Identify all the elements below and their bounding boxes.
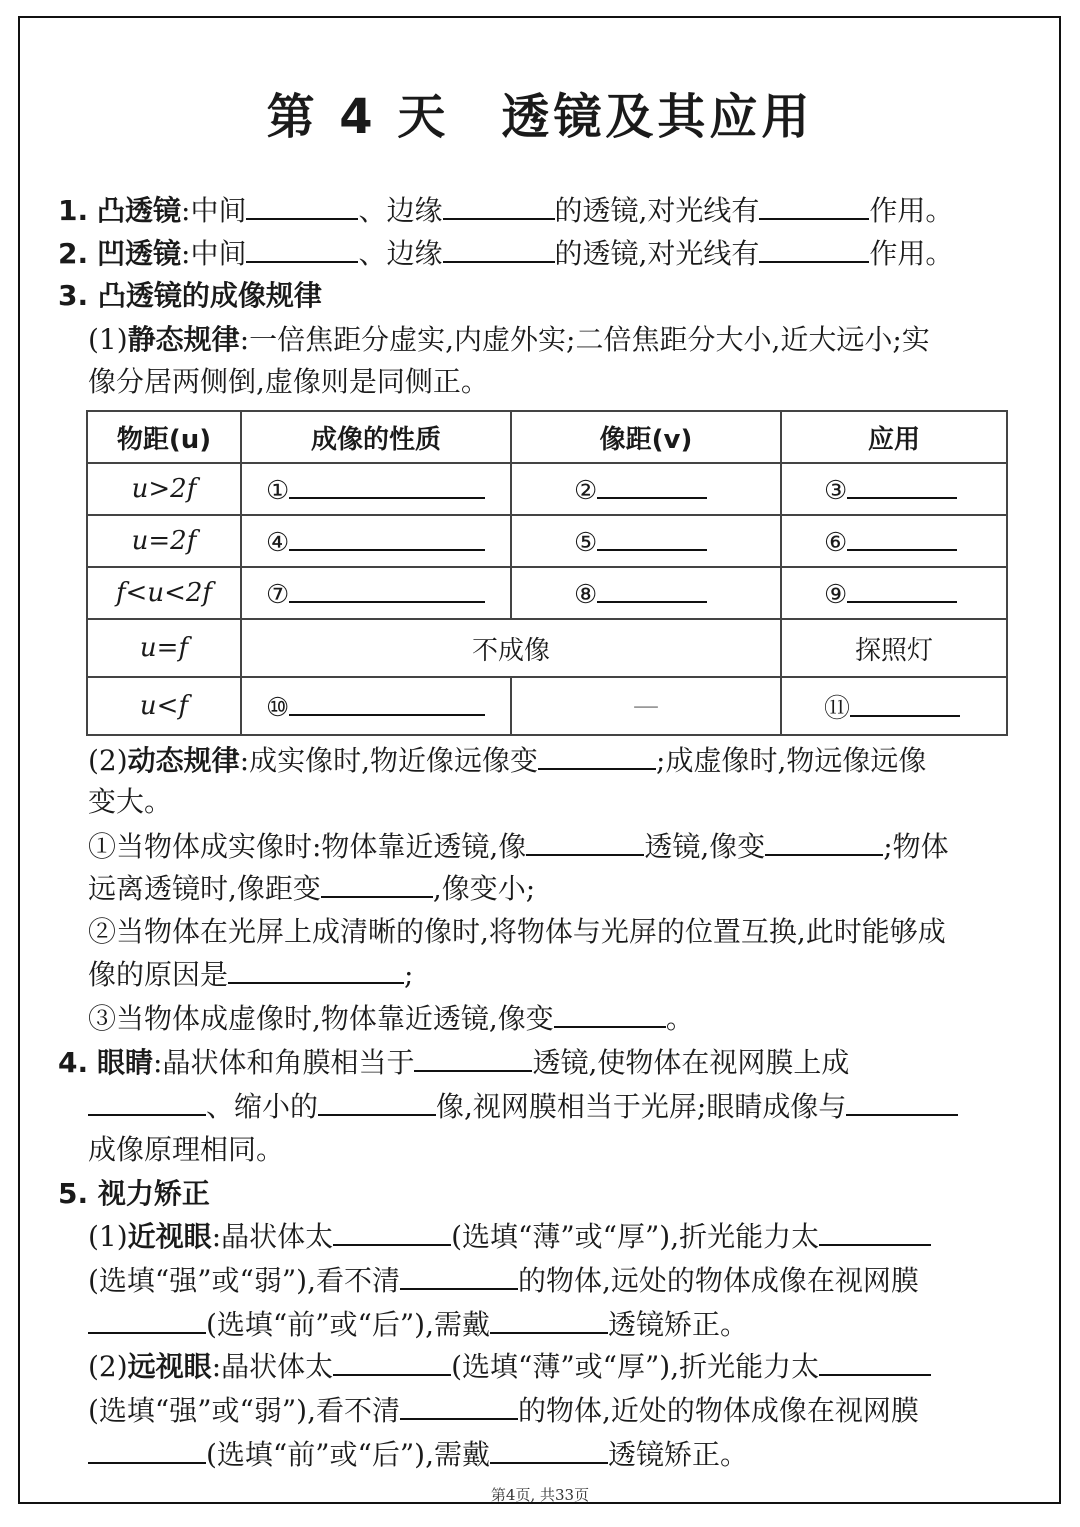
- q3-heading: 3. 凸透镜的成像规律: [58, 279, 322, 312]
- q4-num: 4.: [58, 1046, 89, 1079]
- answer-blank[interactable]: [289, 473, 485, 499]
- q4-line2: [88, 1086, 958, 1127]
- title-day: 第 4 天: [266, 89, 450, 145]
- answer-blank[interactable]: [246, 233, 358, 263]
- q5-far-text: 的物体,近处的物体成像在视网膜: [518, 1394, 919, 1427]
- q3-static-prefix: (1): [88, 323, 128, 356]
- q5-near-text: :晶状体太: [211, 1220, 334, 1253]
- answer-blank[interactable]: [414, 1042, 532, 1072]
- q5-near-label: 近视眼: [127, 1220, 212, 1253]
- table-cond: u<f: [87, 677, 241, 735]
- table-row: [87, 567, 1007, 619]
- table-app-cell: 探照灯: [781, 619, 1007, 677]
- q5-near-text: (选填“薄”或“厚”),折光能力太: [451, 1220, 820, 1253]
- q3-dyn-prefix: (2): [88, 744, 128, 777]
- page-title: [0, 78, 1080, 147]
- answer-blank[interactable]: [819, 1216, 931, 1246]
- circled-num: ②: [574, 475, 598, 506]
- answer-blank[interactable]: [443, 190, 555, 220]
- q2-text: 、边缘: [358, 237, 443, 270]
- answer-blank[interactable]: [88, 1434, 206, 1464]
- q5-far-label: 远视眼: [127, 1350, 212, 1383]
- q2-line: [58, 233, 953, 274]
- table-cell: [781, 677, 1007, 735]
- table-dash-cell: —: [511, 677, 781, 735]
- answer-blank[interactable]: [597, 473, 707, 499]
- table-header: 像距(v): [511, 411, 781, 463]
- table-row: [87, 677, 1007, 735]
- answer-blank[interactable]: [847, 525, 957, 551]
- q3-p1-text: 透镜,像变: [644, 830, 766, 863]
- q3-p1-text: ,像变小;: [432, 872, 536, 905]
- q3-p1-line1: [88, 826, 949, 867]
- q5-near-line2: [88, 1260, 919, 1301]
- table-cell: [781, 515, 1007, 567]
- q5-near-text: 透镜矫正。: [608, 1308, 749, 1341]
- q4-text: 像,视网膜相当于光屏;眼睛成像与: [436, 1090, 847, 1123]
- q3-p3-text: ③当物体成虚像时,物体靠近透镜,像变: [88, 1002, 554, 1035]
- table-cond: u>2f: [87, 463, 241, 515]
- circled-num: ⑨: [824, 579, 848, 610]
- q4-text: 透镜,使物体在视网膜上成: [532, 1046, 850, 1079]
- q3-p3-line: [88, 998, 694, 1039]
- q3-dyn-label: 动态规律: [127, 744, 240, 777]
- q5-near-line1: [88, 1216, 931, 1257]
- answer-blank[interactable]: [846, 1086, 958, 1116]
- table-cond: f<u<2f: [87, 567, 241, 619]
- q5-far-text: :晶状体太: [211, 1350, 334, 1383]
- q2-text: 的透镜,对光线有: [554, 237, 760, 270]
- q3-p2-line2: [88, 954, 413, 995]
- q5-near-text: 的物体,远处的物体成像在视网膜: [518, 1264, 919, 1297]
- answer-blank[interactable]: [765, 826, 883, 856]
- circled-num: ⑤: [574, 527, 598, 558]
- q1-text: :中间: [181, 194, 247, 227]
- table-cell: [241, 463, 511, 515]
- q4-line3: 成像原理相同。: [88, 1133, 285, 1166]
- circled-num: ⑥: [824, 527, 848, 558]
- q5-heading: 5. 视力矫正: [58, 1177, 210, 1210]
- answer-blank[interactable]: [759, 233, 869, 263]
- answer-blank[interactable]: [759, 190, 869, 220]
- circled-num: ⑧: [574, 579, 598, 610]
- page-footer: 第4页, 共33页: [490, 1486, 590, 1504]
- q3-p1-text: ①当物体成实像时:物体靠近透镜,像: [88, 830, 527, 863]
- answer-blank[interactable]: [400, 1390, 518, 1420]
- table-cell: [511, 463, 781, 515]
- q2-text: :中间: [181, 237, 247, 270]
- q5-far-line2: [88, 1390, 919, 1431]
- circled-num: ①: [266, 475, 290, 506]
- table-header: 成像的性质: [241, 411, 511, 463]
- table-header-row: [87, 411, 1007, 463]
- table-cond: u=2f: [87, 515, 241, 567]
- q3-p1-text: ;物体: [883, 830, 949, 863]
- q1-text: 、边缘: [358, 194, 443, 227]
- q4-line1: [58, 1042, 849, 1083]
- q5-near-text: (选填“强”或“弱”),看不清: [88, 1264, 401, 1297]
- q3-p2-text: 像的原因是: [88, 958, 229, 991]
- q3-static-text: :一倍焦距分虚实,内虚外实;二倍焦距分大小,近大远小;实: [239, 323, 930, 356]
- imaging-table: [86, 410, 1008, 736]
- q2-label: 凹透镜: [97, 237, 182, 270]
- answer-blank[interactable]: [847, 577, 957, 603]
- answer-blank[interactable]: [490, 1434, 608, 1464]
- q3-p2-text: ;: [404, 958, 414, 991]
- answer-blank[interactable]: [490, 1304, 608, 1334]
- q3-p1-text: 远离透镜时,像距变: [88, 872, 321, 905]
- q2-text: 作用。: [869, 237, 954, 270]
- table-merged-cell: 不成像: [241, 619, 781, 677]
- title-topic: 透镜及其应用: [501, 89, 814, 145]
- answer-blank[interactable]: [88, 1086, 206, 1116]
- table-cond: u=f: [87, 619, 241, 677]
- answer-blank[interactable]: [318, 1086, 436, 1116]
- q2-num: 2.: [58, 237, 89, 270]
- answer-blank[interactable]: [289, 525, 485, 551]
- q3-dyn-text: ;成虚像时,物远像远像: [656, 744, 927, 777]
- q1-num: 1.: [58, 194, 89, 227]
- table-row: [87, 515, 1007, 567]
- circled-num: ③: [824, 475, 848, 506]
- q5-near-text: (选填“前”或“后”),需戴: [206, 1308, 491, 1341]
- q5-far-text: (选填“前”或“后”),需戴: [206, 1438, 491, 1471]
- q3-p1-line2: [88, 868, 535, 909]
- q5-far-line1: [88, 1346, 931, 1387]
- table-row: [87, 463, 1007, 515]
- circled-num: ④: [266, 527, 290, 558]
- q5-far-text: (选填“强”或“弱”),看不清: [88, 1394, 401, 1427]
- q5-far-text: 透镜矫正。: [608, 1438, 749, 1471]
- table-cell: [241, 515, 511, 567]
- table-row: [87, 619, 1007, 677]
- q3-p3-text: 。: [665, 1002, 694, 1035]
- answer-blank[interactable]: [850, 691, 960, 717]
- answer-blank[interactable]: [333, 1346, 451, 1376]
- q5-near-prefix: (1): [88, 1220, 128, 1253]
- q5-far-prefix: (2): [88, 1350, 128, 1383]
- table-cell: [781, 567, 1007, 619]
- q3-static-line1: [88, 320, 930, 360]
- answer-blank[interactable]: [554, 998, 666, 1028]
- q4-label: 眼睛: [97, 1046, 154, 1079]
- answer-blank[interactable]: [526, 826, 644, 856]
- answer-blank[interactable]: [321, 868, 433, 898]
- answer-blank[interactable]: [819, 1346, 931, 1376]
- q3-static-label: 静态规律: [127, 323, 240, 356]
- circled-num: ⑦: [266, 579, 290, 610]
- answer-blank[interactable]: [597, 577, 707, 603]
- q5-far-text: (选填“薄”或“厚”),折光能力太: [451, 1350, 820, 1383]
- q5-far-line3: [88, 1434, 748, 1475]
- table-cell: [241, 677, 511, 735]
- table-header: 物距(u): [87, 411, 241, 463]
- q3-dyn-text: :成实像时,物近像远像变: [239, 744, 539, 777]
- answer-blank[interactable]: [400, 1260, 518, 1290]
- circled-num: ⑪: [824, 693, 851, 724]
- table-cell: [511, 567, 781, 619]
- table-cell: [781, 463, 1007, 515]
- q3-dyn-line2: 变大。: [88, 785, 173, 818]
- q3-dyn-line1: [88, 740, 926, 781]
- circled-num: ⑩: [266, 692, 290, 723]
- q1-text: 作用。: [869, 194, 954, 227]
- q4-text: 、缩小的: [206, 1090, 319, 1123]
- q3-static-line2: 像分居两侧倒,虚像则是同侧正。: [88, 365, 489, 398]
- table-cell: [511, 515, 781, 567]
- answer-blank[interactable]: [88, 1304, 206, 1334]
- answer-blank[interactable]: [847, 473, 957, 499]
- answer-blank[interactable]: [289, 690, 485, 716]
- answer-blank[interactable]: [443, 233, 555, 263]
- q1-label: 凸透镜: [97, 194, 182, 227]
- answer-blank[interactable]: [228, 954, 404, 984]
- answer-blank[interactable]: [333, 1216, 451, 1246]
- answer-blank[interactable]: [538, 740, 656, 770]
- answer-blank[interactable]: [597, 525, 707, 551]
- q4-text: :晶状体和角膜相当于: [153, 1046, 415, 1079]
- table-cell: [241, 567, 511, 619]
- answer-blank[interactable]: [246, 190, 358, 220]
- q1-line: [58, 190, 953, 231]
- table-header: 应用: [781, 411, 1007, 463]
- answer-blank[interactable]: [289, 577, 485, 603]
- q5-near-line3: [88, 1304, 748, 1345]
- q3-p2-line1: ②当物体在光屏上成清晰的像时,将物体与光屏的位置互换,此时能够成: [88, 915, 946, 948]
- q1-text: 的透镜,对光线有: [554, 194, 760, 227]
